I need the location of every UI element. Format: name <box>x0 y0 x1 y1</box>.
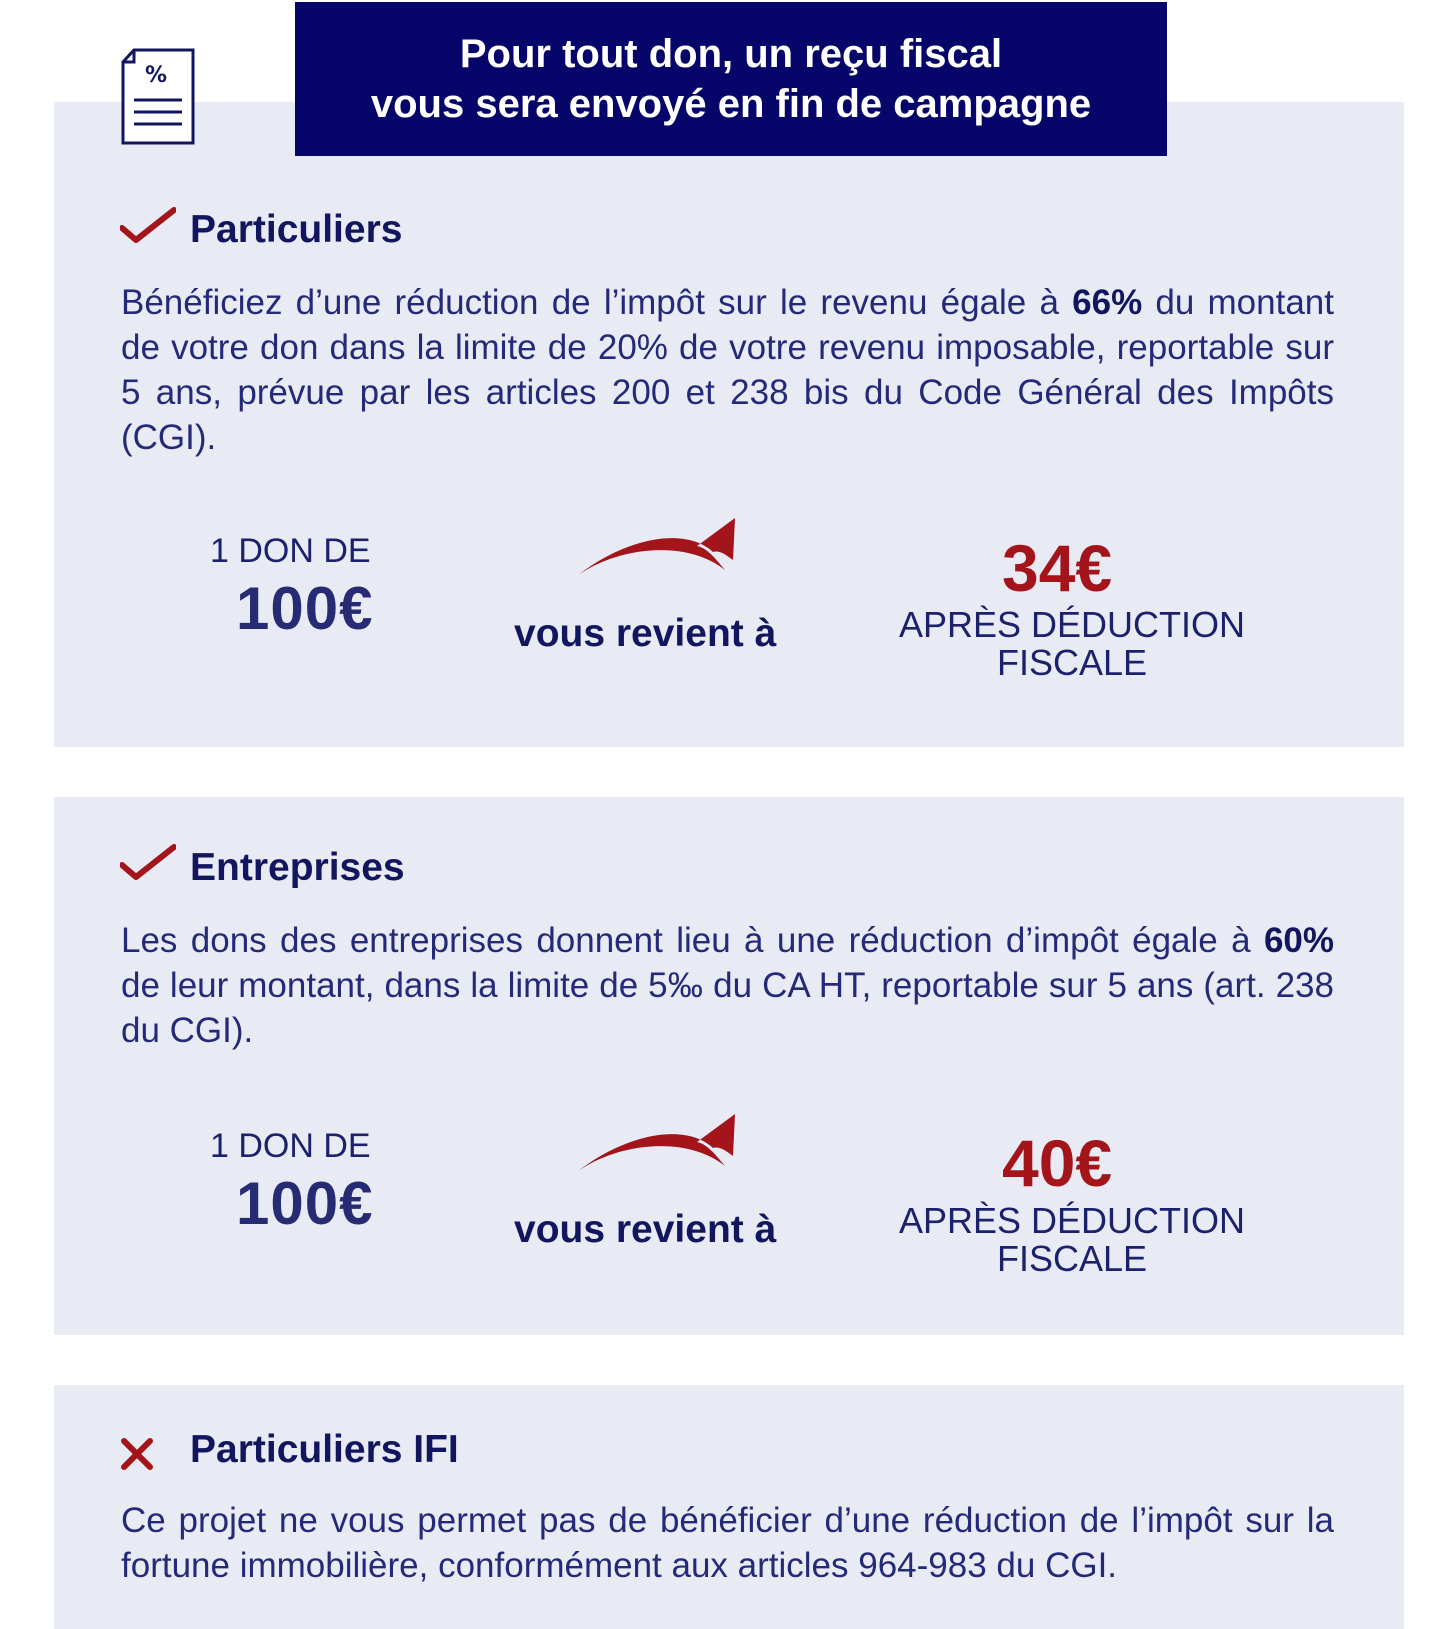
curved-arrow-icon <box>575 1114 745 1204</box>
apres-line-2: FISCALE <box>996 642 1148 683</box>
checkmark-icon <box>120 843 176 883</box>
entreprises-text-part2: de leur montant, dans la limite de 5‰ du CA HT, reportable sur 5 ans (art. 238 du CGI). <box>121 966 1334 1050</box>
don-amount: 100€ <box>236 1170 374 1237</box>
banner-line-2: vous sera envoyé en fin de campagne <box>370 82 1092 126</box>
fiscal-receipt-banner <box>295 2 1167 156</box>
apres-line-2: FISCALE <box>996 1238 1148 1279</box>
don-label: 1 DON DE <box>210 1127 371 1165</box>
cross-icon <box>120 1437 154 1471</box>
checkmark-icon <box>120 206 176 246</box>
entreprises-description <box>121 918 1334 1053</box>
don-label: 1 DON DE <box>210 532 371 570</box>
apres-line-1: APRÈS DÉDUCTION <box>898 1200 1246 1241</box>
svg-text:%: % <box>144 63 168 88</box>
result-amount: 34€ <box>1002 531 1113 605</box>
revient-text: vous revient à <box>514 1208 777 1251</box>
banner-line-1: Pour tout don, un reçu fiscal <box>459 32 1003 76</box>
ifi-description: Ce projet ne vous permet pas de bénéficier d’une réduction de l’impôt sur la fortune immobilière, conformément aux articles 964-983 du CGI. <box>121 1501 1334 1585</box>
revient-text: vous revient à <box>514 612 777 655</box>
result-amount: 40€ <box>1002 1126 1113 1200</box>
section-title-ifi: Particuliers IFI <box>190 1428 459 1471</box>
curved-arrow-icon <box>575 518 745 608</box>
particuliers-rate: 66% <box>1072 283 1143 322</box>
entreprises-text-part1: Les dons des entreprises donnent lieu à une réduction d’impôt égale à <box>121 921 1264 960</box>
particuliers-text-part2: du montant de votre don dans la limite de 20% de votre revenu imposable, reportable sur 5 ans, prévue par les articles 200 et 238 bis du Code Général des Impôts (CGI). <box>121 283 1334 457</box>
entreprises-rate: 60% <box>1263 921 1334 960</box>
receipt-percent-icon <box>120 48 196 146</box>
particuliers-description <box>121 280 1334 460</box>
section-title-particuliers: Particuliers <box>190 208 403 251</box>
apres-deduction <box>872 1202 1272 1278</box>
section-title-entreprises: Entreprises <box>190 846 405 889</box>
don-amount: 100€ <box>236 575 374 642</box>
apres-line-1: APRÈS DÉDUCTION <box>898 604 1246 645</box>
apres-deduction <box>872 606 1272 682</box>
particuliers-text-part1: Bénéficiez d’une réduction de l’impôt sur le revenu égale à <box>121 283 1073 322</box>
